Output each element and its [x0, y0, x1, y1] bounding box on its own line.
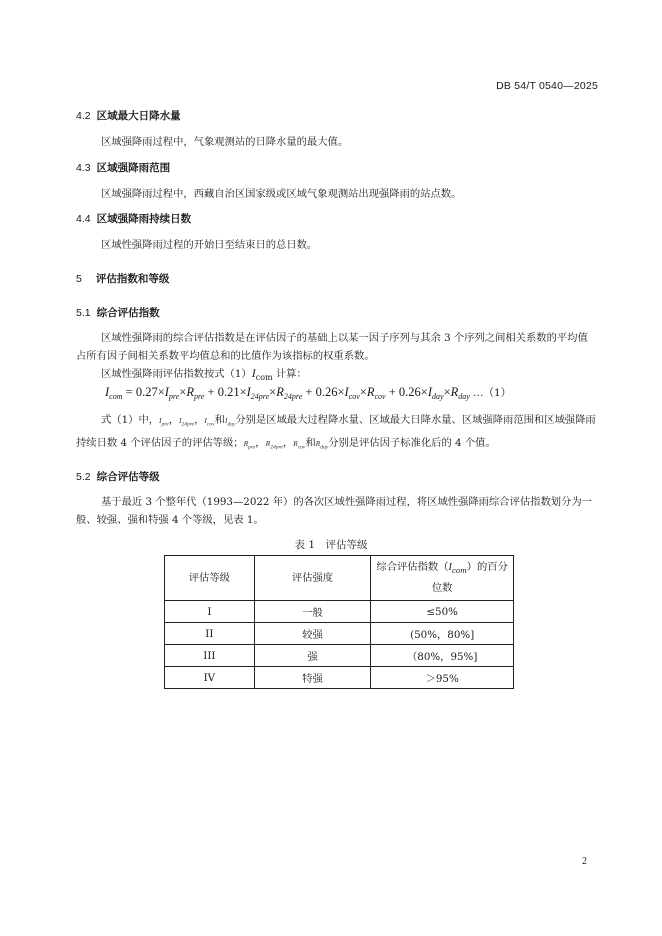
cell-grade: IV: [165, 667, 255, 689]
term-sub: pre: [194, 392, 205, 401]
and-word: 和: [305, 436, 316, 449]
sym-i-day: $I_{day}$: [224, 416, 236, 428]
term-i: I: [344, 385, 349, 399]
intro-text-end: 计算：: [275, 368, 307, 380]
coef-3: 0.26: [315, 385, 338, 399]
and-word: 和: [214, 414, 225, 426]
symbol-i: I: [251, 366, 256, 380]
header-text: 综合评估指数（: [376, 560, 449, 573]
formula-lhs-sub: com: [109, 392, 123, 401]
paragraph-5-1-explanation: [76, 411, 596, 456]
header-text-end: ）的百分位数: [431, 560, 508, 595]
sym-r-day: $R_{day}$: [315, 438, 329, 450]
col-header-grade: 评估等级: [165, 556, 255, 601]
sym-sub: day: [227, 421, 236, 428]
sym-sub: cov: [297, 444, 306, 450]
term-sub: cov: [374, 392, 386, 401]
sym-r-pre: $R_{pre}$: [243, 438, 256, 450]
heading-number: 5.1: [76, 307, 91, 319]
heading-4-4: [76, 211, 191, 226]
sym-sub: 24pre: [181, 421, 195, 428]
explain-pre: 式（1）中，: [101, 414, 160, 426]
sep: ，: [168, 414, 179, 426]
term-sub: day: [458, 392, 470, 401]
grade-table: [164, 555, 514, 689]
term-sub: cov: [348, 392, 360, 401]
paragraph-4-4: 区域性强降雨过程的开始日至结束日的总日数。: [101, 239, 318, 251]
table-row: [165, 667, 514, 689]
table-row: [165, 645, 514, 667]
col-header-percentile: [371, 556, 514, 601]
cell-percentile: （80%，95%]: [371, 645, 514, 667]
heading-title: 区域强降雨持续日数: [96, 213, 192, 225]
sym-i-cov: $I_{cov}$: [204, 416, 215, 428]
term-sub: 24pre: [250, 392, 270, 401]
heading-title: 综合评估指数: [96, 307, 160, 319]
term-sub: pre: [168, 392, 180, 401]
cell-grade: II: [165, 623, 255, 645]
heading-number: 4.3: [76, 162, 91, 174]
table-row: [165, 601, 514, 623]
term-r: R: [186, 385, 194, 399]
heading-title: 评估指数和等级: [95, 273, 170, 285]
page-number: 2: [582, 856, 587, 867]
cell-grade: I: [165, 601, 255, 623]
sym-sub: day: [320, 444, 329, 450]
heading-number: 4.2: [76, 110, 91, 122]
coef-2: 0.21: [217, 385, 240, 399]
sym-sub: pre: [161, 421, 169, 428]
heading-4-3: [76, 160, 170, 175]
cell-percentile: ≤50%: [371, 601, 514, 623]
heading-4-2: [76, 108, 181, 123]
term-r: R: [366, 385, 375, 399]
explain-mid: 分别是区域最大过程降水量、区域最大日降水量、区域强降雨范围和区域强降雨持续日数 4 个评估因子的评估等级；: [76, 414, 596, 449]
cell-strength: 强: [254, 645, 371, 667]
heading-number: 5.2: [76, 471, 91, 483]
term-i: I: [246, 385, 251, 399]
doc-id-header: DB 54/T 0540—2025: [496, 80, 598, 92]
paragraph-5-1-formula-intro: [76, 364, 596, 387]
heading-number: 4.4: [76, 213, 91, 225]
sym-sub: cov: [206, 421, 215, 428]
intro-text: 区域性强降雨评估指数按式（1）: [101, 368, 252, 380]
table-row: [165, 623, 514, 645]
paragraph-4-2: 区域强降雨过程中，气象观测站的日降水量的最大值。: [101, 136, 349, 148]
cell-grade: III: [165, 645, 255, 667]
symbol-sub: com: [255, 373, 273, 383]
paragraph-4-3: 区域强降雨过程中，西藏自治区国家级或区域气象观测站出现强降雨的站点数。: [101, 188, 462, 200]
sym-i-pre: $I_{pre}$: [159, 416, 169, 428]
sep: ，: [194, 414, 205, 426]
cell-percentile: (50%，80%]: [371, 623, 514, 645]
paragraph-5-1-weights: 区域性强降雨的综合评估指数是在评估因子的基础上以某一因子序列与其余 3 个序列之间相关系数的平均值占所有因子间相关系数平均值总和的比值作为该指标的权重系数。: [76, 332, 588, 362]
sym-sub: pre: [248, 444, 256, 450]
heading-5-2: [76, 469, 160, 484]
heading-title: 区域强降雨范围: [96, 162, 171, 174]
term-r: R: [450, 385, 459, 399]
col-header-strength: 评估强度: [254, 556, 371, 601]
cell-strength: 较强: [254, 623, 371, 645]
explain-post: 分别是评估因子标准化后的 4 个值。: [328, 436, 496, 449]
sym-sub: 24pre: [270, 444, 283, 450]
header-sub: com: [451, 567, 467, 576]
header-sym: I: [448, 561, 452, 573]
cell-percentile: ＞95%: [371, 667, 514, 689]
heading-title: 区域最大日降水量: [96, 110, 181, 122]
equation-number: …（1）: [472, 387, 512, 399]
formula-lhs: I: [105, 385, 110, 399]
cell-strength: 特强: [254, 667, 371, 689]
cell-strength: 一般: [254, 601, 371, 623]
paragraph-5-2: 基于最近 3 个整年代（1993—2022 年）的各次区域性强降雨过程，将区域性强降雨综合评估指数划分为一般、较强、强和特强 4 个等级，见表 1。: [76, 496, 592, 526]
term-r: R: [276, 385, 284, 399]
sep: ，: [282, 436, 294, 449]
sym-i-24pre: $I_{24pre}$: [178, 416, 195, 428]
heading-5: [76, 271, 169, 286]
coef-4: 0.26: [398, 385, 421, 399]
term-sub: 24pre: [283, 392, 303, 401]
term-i: I: [427, 385, 433, 399]
formula-1: $I_{com} = 0.27\times I_{pre}\times R_{pre} + 0.21\times I_{24pre}\times R_{24pre} + 0.26\times I_{cov}\times R_{cov} + 0.26\times I_{day}\times R_{day}$ …（1）: [105, 385, 512, 401]
sym-r-cov: $R_{cov}$: [293, 438, 306, 450]
table-header-row: [165, 556, 514, 601]
heading-title: 综合评估等级: [96, 471, 160, 483]
term-sub: day: [432, 392, 444, 401]
coef-1: 0.27: [135, 385, 158, 399]
term-i: I: [164, 385, 169, 399]
table-caption: 表 1 评估等级: [294, 539, 368, 551]
sym-r-24pre: $R_{24pre}$: [265, 438, 283, 450]
sep: ，: [255, 436, 266, 449]
heading-number: 5: [76, 273, 82, 285]
heading-5-1: [76, 305, 160, 320]
